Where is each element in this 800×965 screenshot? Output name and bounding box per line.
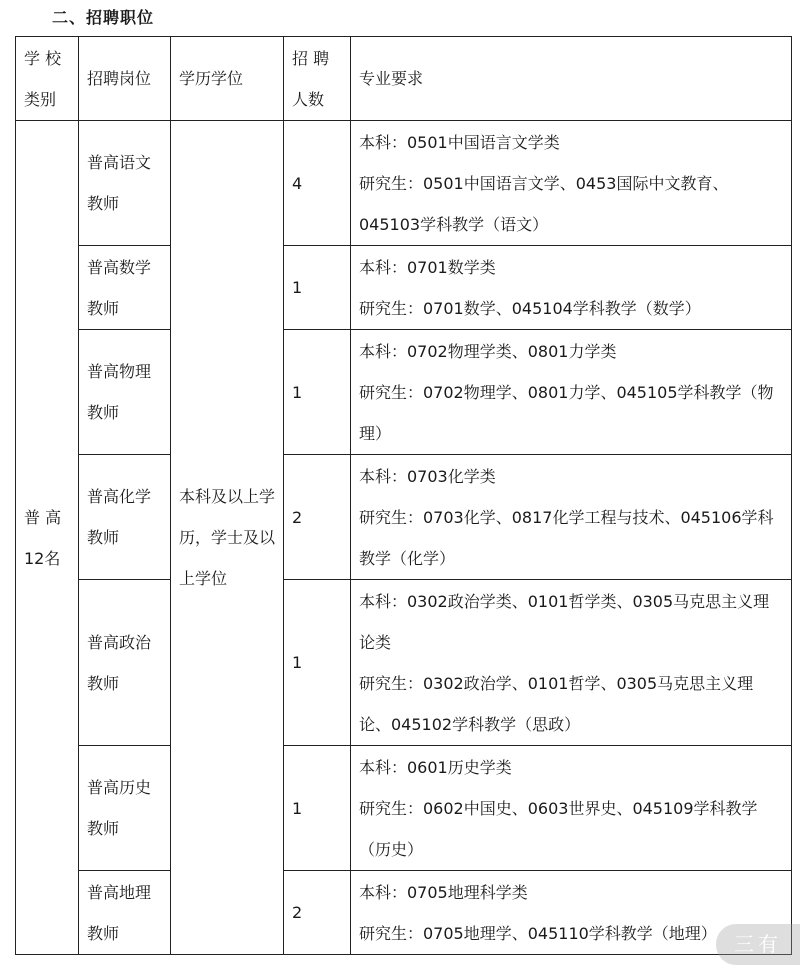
header-major: 专业要求 [351, 37, 792, 121]
table-row [16, 121, 792, 246]
req-graduate: 研究生：0701数学、045104学科教学（数学） [359, 298, 701, 318]
major-cell [351, 455, 792, 580]
header-degree: 学历学位 [171, 37, 284, 121]
count-cell: 4 [284, 121, 351, 246]
header-count: 招 聘人数 [284, 37, 351, 121]
req-undergrad: 本科：0601历史学类 [359, 757, 512, 777]
req-undergrad: 本科：0501中国语言文学类 [359, 132, 560, 152]
header-school-type: 学 校类别 [16, 37, 79, 121]
req-graduate: 研究生：0501中国语言文学、0453国际中文教育、045103学科教学（语文） [359, 173, 729, 234]
major-cell [351, 330, 792, 455]
section-title: 二、招聘职位 [52, 8, 155, 27]
table-row [16, 746, 792, 871]
watermark: 三有 [716, 924, 800, 965]
req-graduate: 研究生：0302政治学、0101哲学、0305马克思主义理论、045102学科教学（思政） [359, 673, 754, 734]
position-cell: 普高历史教师 [79, 746, 171, 871]
req-undergrad: 本科：0703化学类 [359, 466, 496, 486]
count-cell: 2 [284, 871, 351, 955]
req-graduate: 研究生：0702物理学、0801力学、045105学科教学（物理） [359, 382, 774, 443]
position-cell: 普高语文教师 [79, 121, 171, 246]
req-undergrad: 本科：0701数学类 [359, 257, 496, 277]
req-undergrad: 本科：0702物理学类、0801力学类 [359, 341, 617, 361]
recruitment-table [15, 36, 792, 955]
position-cell: 普高化学教师 [79, 455, 171, 580]
header-position: 招聘岗位 [79, 37, 171, 121]
major-cell [351, 246, 792, 330]
major-cell [351, 121, 792, 246]
position-cell: 普高地理教师 [79, 871, 171, 955]
count-cell: 1 [284, 746, 351, 871]
position-cell: 普高物理教师 [79, 330, 171, 455]
req-undergrad: 本科：0302政治学类、0101哲学类、0305马克思主义理论类 [359, 591, 770, 652]
count-cell: 1 [284, 330, 351, 455]
school-type-cell: 普 高12名 [16, 121, 79, 955]
count-cell: 1 [284, 580, 351, 746]
count-cell: 2 [284, 455, 351, 580]
req-graduate: 研究生：0602中国史、0603世界史、045109学科教学（历史） [359, 798, 758, 859]
table-row [16, 330, 792, 455]
major-cell [351, 580, 792, 746]
req-graduate: 研究生：0705地理学、045110学科教学（地理） [359, 923, 717, 943]
degree-cell: 本科及以上学历，学士及以上学位 [171, 121, 284, 955]
header-row [16, 37, 792, 121]
table-row [16, 871, 792, 955]
table-row [16, 455, 792, 580]
position-cell: 普高数学教师 [79, 246, 171, 330]
position-cell: 普高政治教师 [79, 580, 171, 746]
count-cell: 1 [284, 246, 351, 330]
table-row [16, 580, 792, 746]
major-cell [351, 746, 792, 871]
table-row [16, 246, 792, 330]
req-undergrad: 本科：0705地理科学类 [359, 882, 528, 902]
req-graduate: 研究生：0703化学、0817化学工程与技术、045106学科教学（化学） [359, 507, 774, 568]
